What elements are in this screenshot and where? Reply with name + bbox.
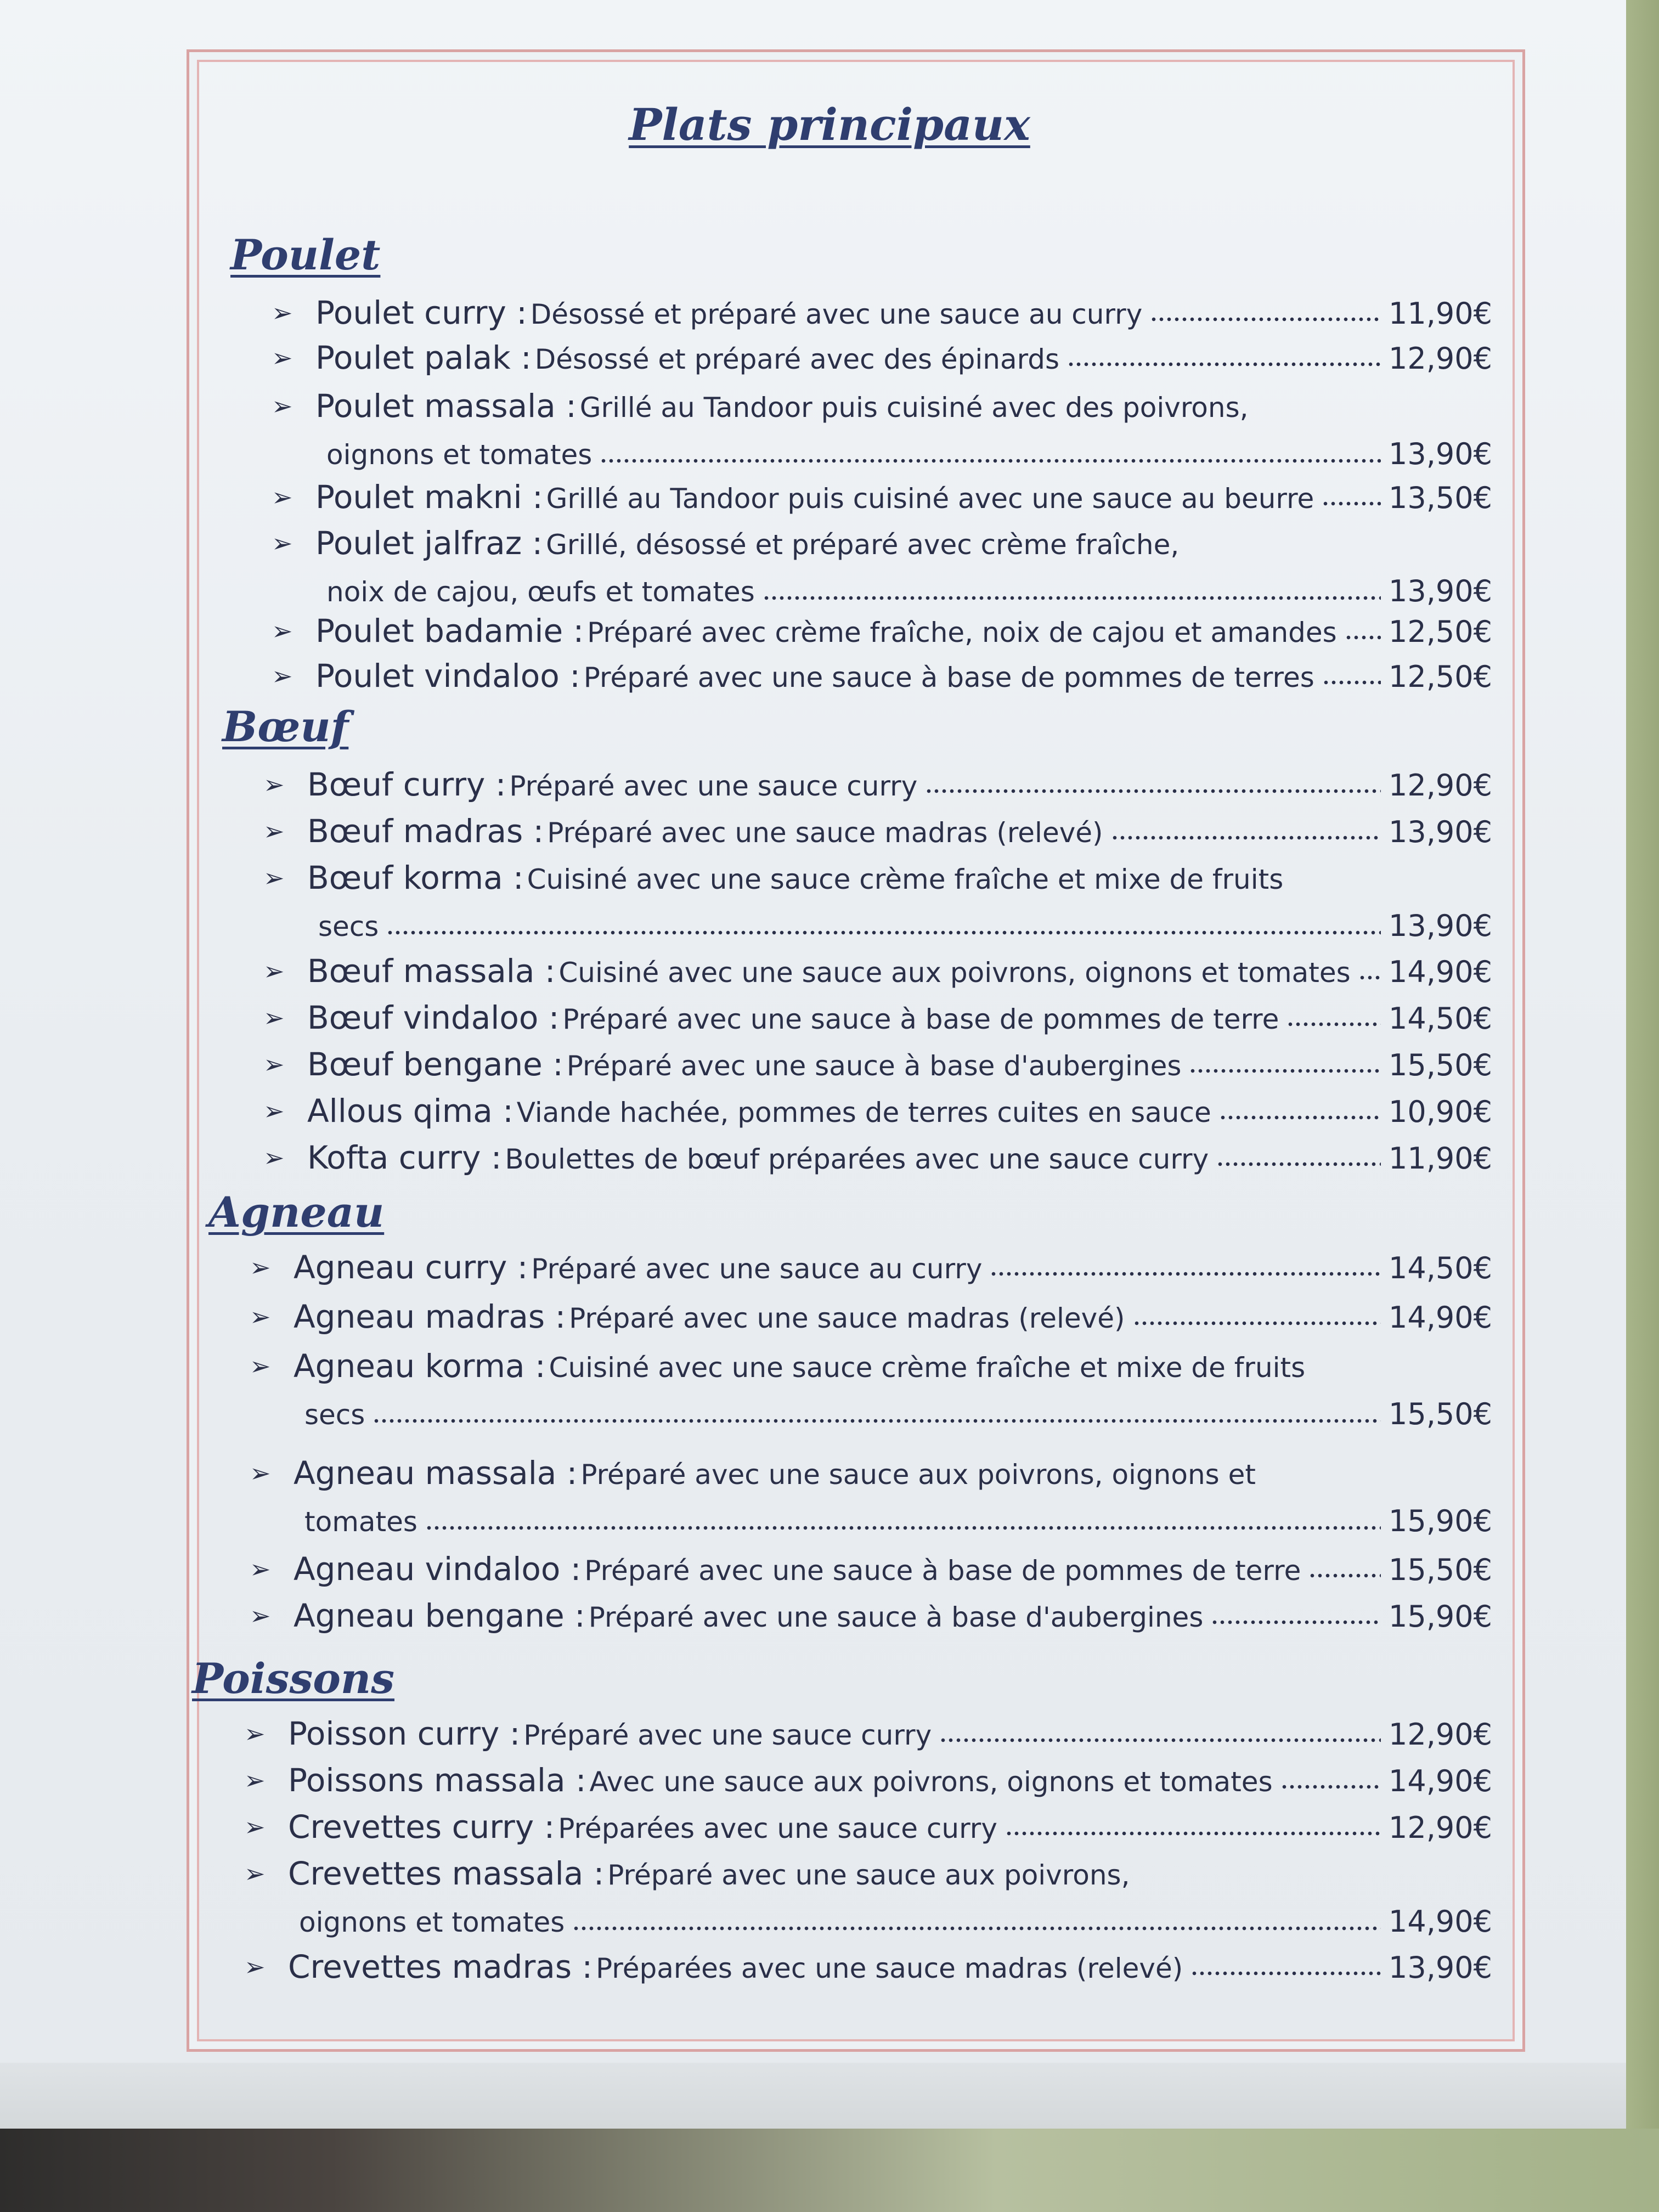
item-price: 12,50€ (1389, 659, 1492, 694)
item-description: Préparé avec une sauce curry (509, 770, 918, 802)
bullet-arrow-icon: ➢ (263, 1049, 285, 1079)
bullet-arrow-icon: ➢ (272, 482, 293, 512)
item-name: Agneau bengane : (294, 1597, 585, 1634)
menu-item (250, 1295, 1492, 1339)
section-title-poissons: Poissons (192, 1654, 394, 1703)
menu-item (244, 1852, 1492, 1939)
leader-dots (939, 1735, 1381, 1746)
item-price: 10,90€ (1389, 1094, 1492, 1129)
menu-item (250, 1245, 1492, 1289)
item-description: Grillé au Tandoor puis cuisiné avec une sauce au beurre (546, 483, 1314, 515)
item-description: Cuisiné avec une sauce crème fraîche et mixe de fruits (549, 1352, 1306, 1384)
bullet-arrow-icon: ➢ (250, 1351, 271, 1381)
page-title: Plats principaux (629, 99, 1030, 150)
item-price: 13,90€ (1389, 437, 1492, 471)
item-description: Préparé avec une sauce au curry (531, 1253, 983, 1285)
menu-item (263, 1136, 1492, 1180)
menu-item (263, 1089, 1492, 1133)
menu-item (250, 1451, 1492, 1538)
item-price: 15,50€ (1389, 1553, 1492, 1587)
item-name: Bœuf bengane : (307, 1046, 563, 1083)
item-price: 15,90€ (1389, 1504, 1492, 1538)
menu-item (272, 475, 1492, 519)
bullet-arrow-icon: ➢ (272, 616, 293, 646)
menu-item (244, 1805, 1492, 1849)
item-description: Préparées avec une sauce madras (relevé) (596, 1953, 1183, 1984)
item-description: Grillé, désossé et préparé avec crème fraîche, (546, 529, 1180, 561)
item-name: Kofta curry : (307, 1139, 502, 1176)
item-price: 14,90€ (1389, 955, 1492, 989)
leader-dots (1308, 1570, 1381, 1581)
item-description: Préparé avec crème fraîche, noix de cajou et amandes (587, 617, 1337, 648)
section-title-agneau: Agneau (208, 1188, 385, 1237)
item-description-continued: secs (304, 1399, 365, 1431)
leader-dots (1280, 1781, 1381, 1792)
item-name: Crevettes curry : (288, 1808, 555, 1846)
bullet-arrow-icon: ➢ (250, 1601, 271, 1630)
leader-dots (1190, 1968, 1381, 1979)
leader-dots (1005, 1828, 1381, 1839)
section-title-boeuf: Bœuf (222, 702, 349, 751)
leader-dots (1322, 498, 1381, 509)
leader-dots (1111, 832, 1381, 843)
leader-dots (1067, 359, 1381, 370)
item-description: Préparé avec une sauce à base d'aubergines (566, 1050, 1182, 1082)
item-name: Bœuf vindaloo : (307, 999, 560, 1036)
menu-item (272, 654, 1492, 698)
item-description: Préparées avec une sauce curry (558, 1813, 997, 1844)
leader-dots (425, 1522, 1381, 1533)
bullet-arrow-icon: ➢ (244, 1859, 266, 1888)
item-price: 11,90€ (1389, 296, 1492, 331)
menu-item (244, 1945, 1492, 1989)
item-price: 15,50€ (1389, 1397, 1492, 1431)
leader-dots (1216, 1159, 1381, 1170)
item-description: Préparé avec une sauce madras (relevé) (569, 1302, 1125, 1334)
menu-item (272, 384, 1492, 471)
item-name: Poulet palak : (315, 339, 532, 376)
item-price: 13,50€ (1389, 481, 1492, 515)
leader-dots (1286, 1019, 1381, 1030)
item-name: Allous qima : (307, 1092, 514, 1130)
item-description-continued: oignons et tomates (326, 439, 592, 471)
item-name: Poulet jalfraz : (315, 524, 543, 562)
item-name: Bœuf massala : (307, 952, 556, 990)
bullet-arrow-icon: ➢ (263, 1096, 285, 1126)
menu-item (263, 763, 1492, 806)
item-name: Poulet badamie : (315, 612, 584, 650)
item-description: Désossé et préparé avec des épinards (534, 343, 1060, 375)
item-description-continued: oignons et tomates (299, 1906, 565, 1938)
item-description: Préparé avec une sauce à base de pommes de terres (583, 662, 1314, 693)
bullet-arrow-icon: ➢ (263, 1143, 285, 1172)
item-price: 14,90€ (1389, 1764, 1492, 1798)
leader-dots (763, 592, 1381, 603)
item-price: 11,90€ (1389, 1141, 1492, 1176)
item-name: Poulet curry : (315, 294, 527, 331)
menu-item (263, 996, 1492, 1040)
leader-dots (1133, 1318, 1381, 1329)
item-description: Préparé avec une sauce à base d'aubergines (588, 1601, 1204, 1633)
item-description: Grillé au Tandoor puis cuisiné avec des poivrons, (579, 392, 1249, 424)
background-edge (1626, 0, 1659, 2212)
item-name: Bœuf korma : (307, 859, 524, 896)
bullet-arrow-icon: ➢ (263, 863, 285, 893)
menu-item (244, 1712, 1492, 1756)
menu-item (250, 1594, 1492, 1638)
bullet-arrow-icon: ➢ (250, 1554, 271, 1584)
item-description: Préparé avec une sauce curry (523, 1719, 932, 1751)
item-price: 12,50€ (1389, 614, 1492, 649)
bullet-arrow-icon: ➢ (263, 816, 285, 846)
bullet-arrow-icon: ➢ (272, 528, 293, 558)
bullet-arrow-icon: ➢ (272, 343, 293, 373)
background-floor (0, 2129, 1659, 2212)
bullet-arrow-icon: ➢ (250, 1458, 271, 1488)
item-description: Cuisiné avec une sauce aux poivrons, oignons et tomates (558, 957, 1351, 989)
item-description-continued: noix de cajou, œufs et tomates (326, 576, 755, 608)
item-description-continued: tomates (304, 1506, 417, 1538)
item-name: Agneau korma : (294, 1347, 546, 1385)
item-description: Avec une sauce aux poivrons, oignons et tomates (589, 1766, 1273, 1798)
menu-item (263, 949, 1492, 993)
sheet-bottom-edge (0, 2063, 1651, 2129)
item-name: Poulet vindaloo : (315, 657, 580, 695)
menu-item (263, 856, 1492, 943)
item-price: 12,90€ (1389, 1717, 1492, 1752)
item-description: Préparé avec une sauce aux poivrons, oignons et (580, 1459, 1256, 1491)
leader-dots (1211, 1617, 1381, 1628)
menu-item (263, 809, 1492, 853)
menu-item (250, 1547, 1492, 1591)
item-price: 13,90€ (1389, 815, 1492, 849)
leader-dots (572, 1923, 1381, 1934)
bullet-arrow-icon: ➢ (244, 1719, 266, 1748)
bullet-arrow-icon: ➢ (272, 661, 293, 691)
menu-item (263, 1042, 1492, 1086)
item-description: Préparé avec une sauce à base de pommes de terre (562, 1003, 1279, 1035)
item-description: Préparé avec une sauce à base de pommes de terre (584, 1555, 1301, 1587)
leader-dots (386, 927, 1381, 938)
item-name: Crevettes massala : (288, 1855, 605, 1892)
menu-item (272, 609, 1492, 653)
item-price: 13,90€ (1389, 909, 1492, 943)
item-description: Viande hachée, pommes de terres cuites en sauce (516, 1097, 1211, 1128)
menu-item (244, 1758, 1492, 1802)
bullet-arrow-icon: ➢ (250, 1302, 271, 1331)
menu-item (272, 521, 1492, 608)
leader-dots (1322, 677, 1381, 688)
leader-dots (1358, 972, 1381, 983)
menu-item (272, 336, 1492, 380)
item-price: 15,90€ (1389, 1599, 1492, 1634)
item-price: 12,90€ (1389, 768, 1492, 803)
item-description: Désossé et préparé avec une sauce au curry (530, 298, 1143, 330)
item-name: Crevettes madras : (288, 1948, 593, 1985)
item-name: Agneau vindaloo : (294, 1550, 582, 1588)
bullet-arrow-icon: ➢ (244, 1952, 266, 1982)
item-price: 15,50€ (1389, 1048, 1492, 1082)
item-price: 13,90€ (1389, 1950, 1492, 1985)
item-name: Agneau madras : (294, 1298, 566, 1335)
item-name: Poissons massala : (288, 1762, 586, 1799)
item-description-continued: secs (318, 911, 379, 943)
item-price: 14,90€ (1389, 1904, 1492, 1939)
bullet-arrow-icon: ➢ (272, 298, 293, 328)
leader-dots (373, 1415, 1381, 1426)
item-price: 12,90€ (1389, 341, 1492, 376)
item-price: 14,50€ (1389, 1251, 1492, 1285)
leader-dots (1150, 314, 1381, 325)
item-price: 13,90€ (1389, 574, 1492, 608)
item-name: Poulet makni : (315, 478, 543, 516)
bullet-arrow-icon: ➢ (244, 1765, 266, 1795)
leader-dots (1345, 632, 1381, 643)
leader-dots (990, 1268, 1381, 1279)
bullet-arrow-icon: ➢ (263, 956, 285, 986)
leader-dots (1189, 1065, 1381, 1076)
item-description: Cuisiné avec une sauce crème fraîche et mixe de fruits (527, 864, 1284, 895)
bullet-arrow-icon: ➢ (250, 1252, 271, 1282)
bullet-arrow-icon: ➢ (272, 391, 293, 421)
item-name: Bœuf curry : (307, 766, 506, 803)
item-name: Agneau massala : (294, 1454, 578, 1492)
item-name: Agneau curry : (294, 1249, 528, 1286)
item-name: Bœuf madras : (307, 812, 544, 850)
section-title-poulet: Poulet (230, 230, 381, 279)
item-description: Boulettes de bœuf préparées avec une sauce curry (505, 1143, 1209, 1175)
item-description: Préparé avec une sauce aux poivrons, (607, 1859, 1130, 1891)
item-price: 14,50€ (1389, 1001, 1492, 1036)
item-description: Préparé avec une sauce madras (relevé) (547, 817, 1103, 849)
item-price: 14,90€ (1389, 1300, 1492, 1335)
leader-dots (600, 455, 1381, 466)
bullet-arrow-icon: ➢ (263, 1003, 285, 1032)
bullet-arrow-icon: ➢ (263, 770, 285, 799)
menu-item (250, 1344, 1492, 1431)
leader-dots (1219, 1112, 1381, 1123)
bullet-arrow-icon: ➢ (244, 1812, 266, 1842)
leader-dots (925, 786, 1381, 797)
item-price: 12,90€ (1389, 1810, 1492, 1845)
menu-item (272, 291, 1492, 335)
item-name: Poulet massala : (315, 387, 577, 425)
item-name: Poisson curry : (288, 1715, 521, 1752)
